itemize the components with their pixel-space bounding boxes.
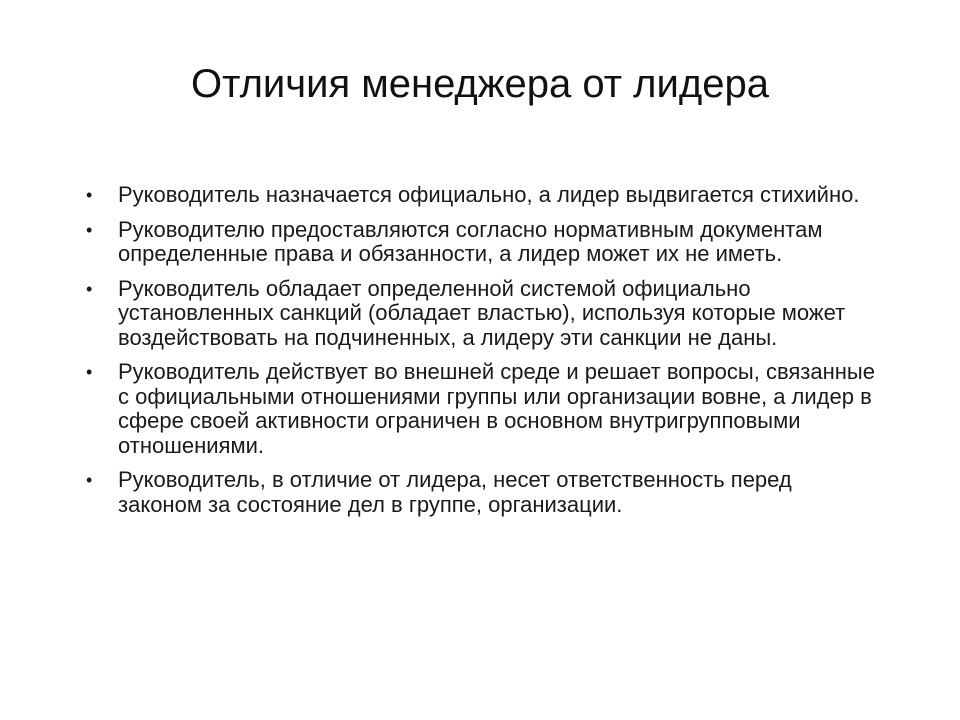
- bullet-item: [80, 277, 880, 351]
- bullet-list: [80, 183, 880, 527]
- bullet-text: Руководитель обладает определенной системой официально установленных санкций (обладает властью), используя которые может воздействовать на подчиненных, а лидеру эти санкции не даны.: [118, 275, 846, 350]
- bullet-item: [80, 468, 880, 517]
- bullet-text: Руководитель назначается официально, а лидер выдвигается стихийно.: [118, 182, 860, 207]
- bullet-item: [80, 218, 880, 267]
- bullet-dot-icon: •: [86, 219, 93, 240]
- bullet-item: [80, 183, 880, 208]
- bullet-text: Руководитель, в отличие от лидера, несет ответственность перед законом за состояние дел в группе, организации.: [118, 467, 792, 517]
- bullet-text: Руководитель действует во внешней среде и решает вопросы, связанные с официальными отношениями группы или организации вовне, а лидер в сфере своей активности ограничен в основном внутригрупповыми отношениями.: [118, 359, 875, 458]
- bullet-dot-icon: •: [86, 278, 93, 299]
- bullet-text: Руководителю предоставляются согласно нормативным документам определенные права и обязанности, а лидер может их не иметь.: [118, 216, 823, 266]
- bullet-dot-icon: •: [86, 470, 93, 490]
- slide-title: Отличия менеджера от лидера: [191, 62, 769, 106]
- bullet-dot-icon: •: [86, 185, 93, 205]
- bullet-dot-icon: •: [86, 362, 93, 382]
- bullet-item: [80, 360, 880, 458]
